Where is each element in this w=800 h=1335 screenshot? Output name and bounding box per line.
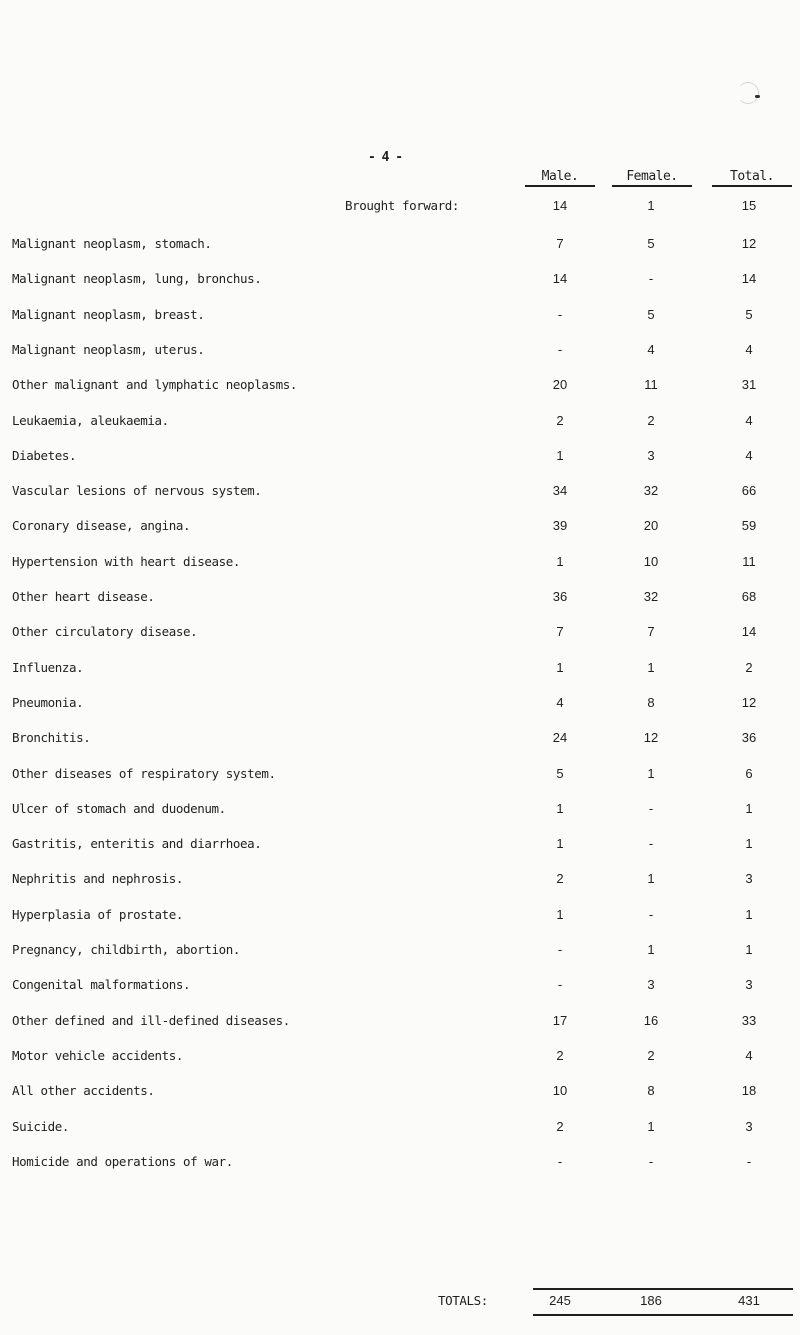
header-male (525, 169, 595, 187)
cause-label: Malignant neoplasm, uterus. (12, 341, 205, 357)
cause-label: Suicide. (12, 1118, 70, 1134)
female-count: 2 (647, 1047, 655, 1063)
corner-dot (755, 95, 760, 98)
table-row (0, 1119, 800, 1139)
female-count: 1 (647, 1118, 655, 1134)
male-count: 2 (556, 871, 564, 887)
table-row (0, 836, 800, 856)
cause-label: Other circulatory disease. (12, 624, 198, 640)
table-row (0, 483, 800, 503)
total-count: 59 (741, 518, 757, 534)
total-count: 1 (745, 836, 753, 852)
total-count: 1 (745, 800, 753, 816)
male-count: 20 (552, 377, 568, 393)
table-row (0, 342, 800, 362)
total-count: 12 (741, 236, 757, 251)
female-count: 1 (647, 942, 655, 957)
male-count: 7 (556, 236, 564, 251)
male-count: 34 (552, 483, 568, 499)
female-count: 7 (647, 624, 655, 640)
header-total-underline (712, 185, 792, 187)
total-count: 66 (741, 483, 757, 499)
table-row (0, 236, 800, 256)
cause-label: Ulcer of stomach and duodenum. (12, 800, 226, 816)
total-count: 12 (741, 694, 757, 710)
table-row (0, 871, 800, 891)
cause-label: Hypertension with heart disease. (12, 553, 241, 569)
cause-label: Other malignant and lymphatic neoplasms. (12, 377, 298, 393)
male-count: 5 (556, 765, 564, 781)
total-count: 3 (745, 977, 753, 993)
cause-label: Other diseases of respiratory system. (12, 765, 276, 781)
table-row (0, 1154, 800, 1174)
total-count: 1 (745, 942, 753, 957)
male-count: - (557, 341, 563, 357)
cause-label: All other accidents. (12, 1083, 155, 1099)
female-count: 1 (647, 765, 655, 781)
brought-forward-row (0, 198, 800, 218)
total-count: 4 (745, 1047, 753, 1063)
male-count: 1 (556, 553, 564, 569)
female-count: 20 (643, 518, 659, 534)
cause-label: Motor vehicle accidents. (12, 1047, 184, 1063)
female-count: 2 (647, 412, 655, 428)
table-row (0, 518, 800, 538)
total-count: 2 (745, 659, 753, 675)
totals-rule-bottom (533, 1314, 793, 1316)
male-count: - (557, 1153, 563, 1169)
total-count: 1 (745, 906, 753, 922)
total-count: 3 (745, 1118, 753, 1134)
female-count: 16 (643, 1012, 659, 1028)
male-count: 39 (552, 518, 568, 534)
cause-label: Bronchitis. (12, 730, 91, 746)
table-row (0, 1083, 800, 1103)
male-count: 1 (556, 447, 564, 463)
female-count: 5 (647, 236, 655, 251)
cause-label: Other heart disease. (12, 589, 155, 604)
header-female-label: Female. (626, 169, 678, 184)
totals-female: 186 (640, 1293, 662, 1308)
table-row (0, 660, 800, 680)
cause-label: Diabetes. (12, 447, 77, 463)
female-count: 5 (647, 306, 655, 322)
table-row (0, 1013, 800, 1033)
brought-forward-label: Brought forward: (345, 198, 460, 213)
table-row (0, 554, 800, 574)
table-row (0, 801, 800, 821)
table-row (0, 413, 800, 433)
female-count: 1 (647, 871, 655, 887)
totals-label: TOTALS: (438, 1293, 488, 1308)
total-count: 14 (741, 271, 757, 287)
female-count: 32 (643, 483, 659, 499)
table-row (0, 942, 800, 962)
brought-forward-male: 14 (552, 198, 568, 213)
total-count: - (746, 1153, 752, 1169)
table-row (0, 695, 800, 715)
brought-forward-female: 1 (647, 198, 655, 213)
total-count: 18 (741, 1083, 757, 1099)
total-count: 36 (741, 730, 757, 746)
totals-total: 431 (738, 1293, 760, 1308)
total-count: 4 (745, 447, 753, 463)
total-count: 4 (745, 412, 753, 428)
brought-forward-total: 15 (741, 198, 757, 213)
female-count: 10 (643, 553, 659, 569)
total-count: 4 (745, 341, 753, 357)
page-number: - 4 - (368, 150, 403, 165)
cause-label: Hyperplasia of prostate. (12, 906, 184, 922)
totals-male: 245 (549, 1293, 571, 1308)
male-count: 17 (552, 1012, 568, 1028)
table-row (0, 766, 800, 786)
cause-label: Malignant neoplasm, breast. (12, 306, 205, 322)
table-row (0, 271, 800, 291)
cause-label: Pneumonia. (12, 694, 84, 710)
male-count: 1 (556, 800, 564, 816)
cause-label: Malignant neoplasm, stomach. (12, 236, 212, 251)
header-total-label: Total. (730, 169, 774, 184)
male-count: 2 (556, 412, 564, 428)
female-count: - (648, 800, 654, 816)
female-count: 3 (647, 447, 655, 463)
female-count: - (648, 836, 654, 852)
total-count: 14 (741, 624, 757, 640)
male-count: - (557, 977, 563, 993)
header-total (712, 169, 792, 187)
header-female (612, 169, 692, 187)
cause-label: Pregnancy, childbirth, abortion. (12, 942, 241, 957)
total-count: 11 (742, 553, 756, 569)
cause-label: Gastritis, enteritis and diarrhoea. (12, 836, 262, 852)
male-count: 36 (552, 589, 568, 604)
male-count: 24 (552, 730, 568, 746)
female-count: 8 (647, 694, 655, 710)
male-count: - (557, 306, 563, 322)
male-count: 1 (556, 906, 564, 922)
cause-label: Congenital malformations. (12, 977, 191, 993)
male-count: 2 (556, 1047, 564, 1063)
cause-label: Coronary disease, angina. (12, 518, 191, 534)
totals-row (0, 1293, 800, 1313)
total-count: 6 (745, 765, 753, 781)
header-male-underline (525, 185, 595, 187)
table-row (0, 448, 800, 468)
female-count: 11 (644, 377, 658, 393)
female-count: 4 (647, 341, 655, 357)
total-count: 33 (741, 1012, 757, 1028)
total-count: 5 (745, 306, 753, 322)
male-count: 1 (556, 836, 564, 852)
total-count: 68 (741, 589, 757, 604)
female-count: 8 (647, 1083, 655, 1099)
female-count: - (648, 271, 654, 287)
table-row (0, 377, 800, 397)
cause-label: Influenza. (12, 659, 84, 675)
table-row (0, 730, 800, 750)
female-count: 1 (647, 659, 655, 675)
cause-label: Malignant neoplasm, lung, bronchus. (12, 271, 262, 287)
header-female-underline (612, 185, 692, 187)
total-count: 3 (745, 871, 753, 887)
cause-label: Leukaemia, aleukaemia. (12, 412, 169, 428)
male-count: 7 (556, 624, 564, 640)
cause-label: Nephritis and nephrosis. (12, 871, 184, 887)
male-count: 2 (556, 1118, 564, 1134)
male-count: 4 (556, 694, 564, 710)
female-count: 32 (643, 589, 659, 604)
totals-rule-top (533, 1288, 793, 1290)
cause-label: Vascular lesions of nervous system. (12, 483, 262, 499)
cause-label: Other defined and ill-defined diseases. (12, 1012, 290, 1028)
cause-label: Homicide and operations of war. (12, 1153, 233, 1169)
table-row (0, 589, 800, 609)
female-count: 3 (647, 977, 655, 993)
male-count: 14 (552, 271, 568, 287)
table-row (0, 1048, 800, 1068)
female-count: - (648, 906, 654, 922)
female-count: 12 (643, 730, 659, 746)
table-row (0, 307, 800, 327)
header-male-label: Male. (541, 169, 579, 184)
corner-mark (737, 82, 759, 104)
table-row (0, 624, 800, 644)
male-count: 1 (556, 659, 564, 675)
table-row (0, 977, 800, 997)
total-count: 31 (741, 377, 757, 393)
table-row (0, 907, 800, 927)
female-count: - (648, 1153, 654, 1169)
male-count: 10 (552, 1083, 568, 1099)
male-count: - (557, 942, 563, 957)
